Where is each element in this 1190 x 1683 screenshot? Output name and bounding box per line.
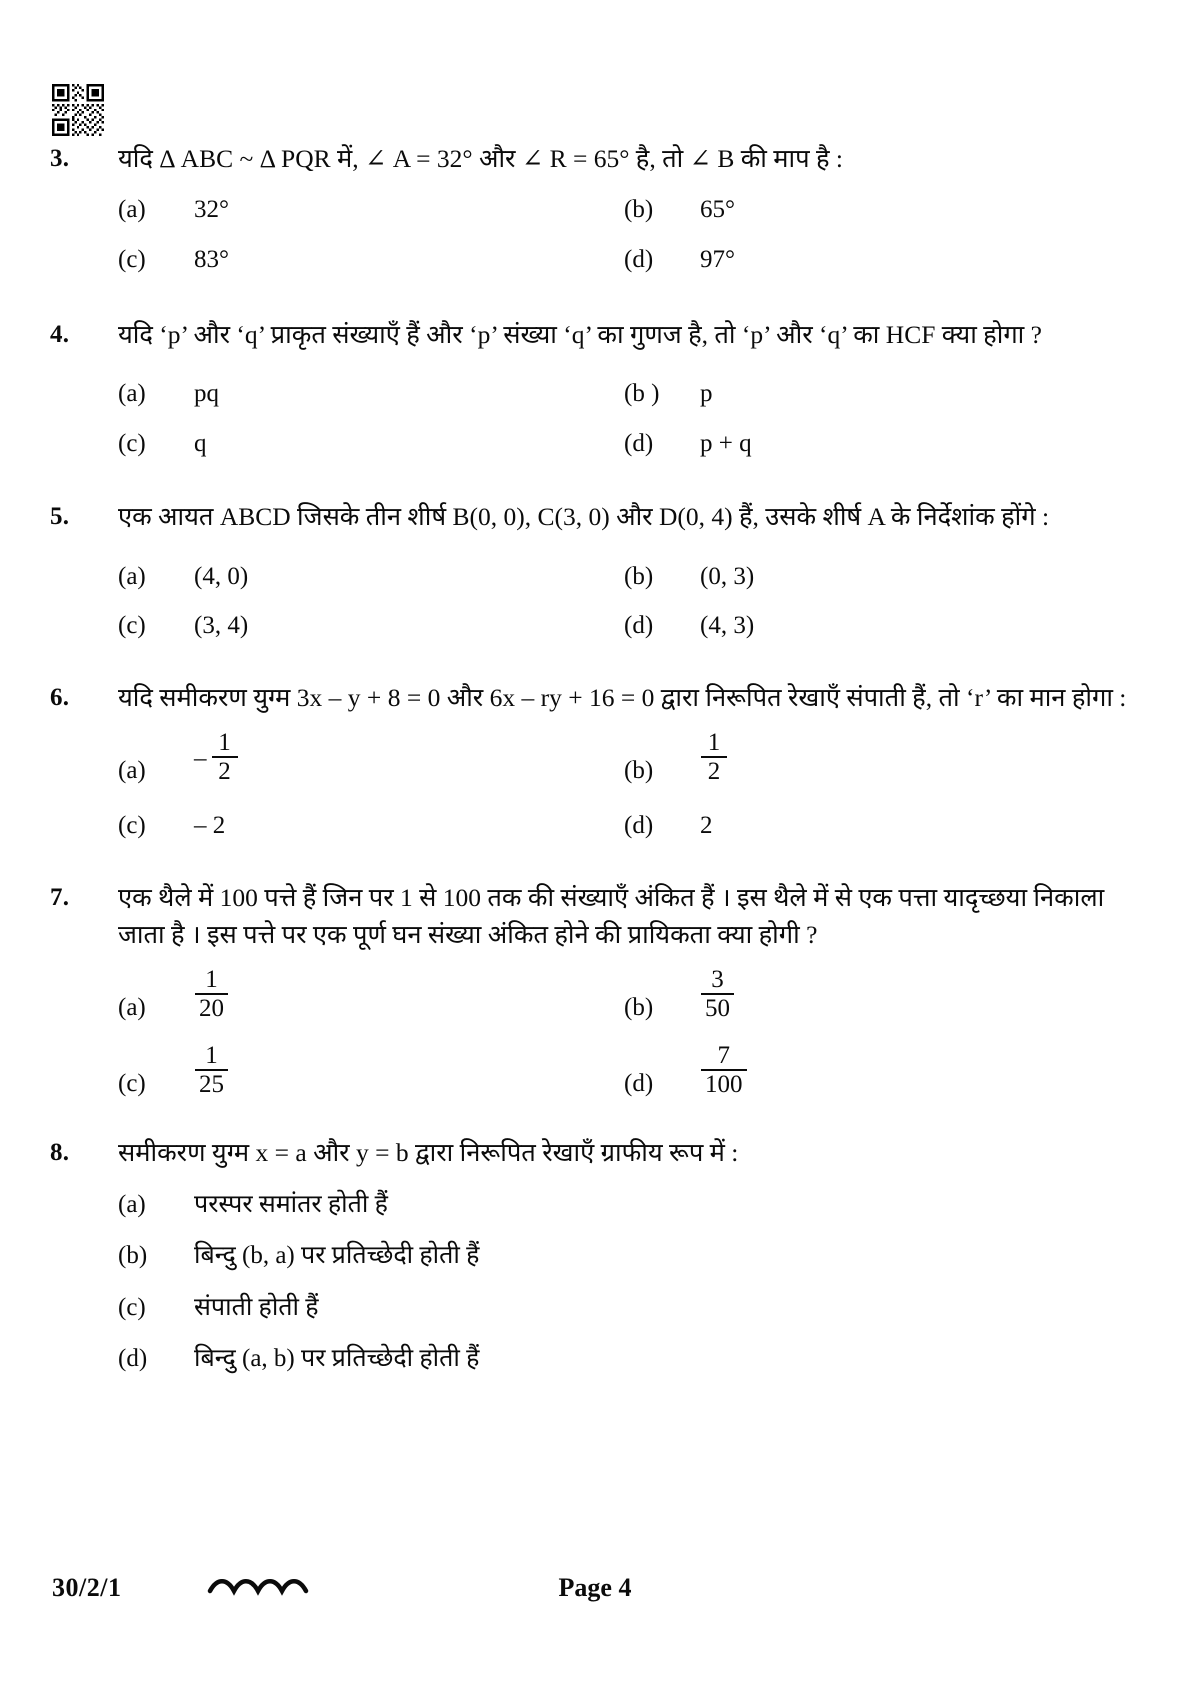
fraction <box>212 730 238 784</box>
option-value <box>700 728 728 786</box>
option-label: (b) <box>118 1242 148 1270</box>
minus-sign: – <box>194 745 207 773</box>
options <box>118 966 1130 1102</box>
option-value: q <box>194 429 207 457</box>
question-text: यदि ‘p’ और ‘q’ प्राकृत संख्याएँ हैं और ‘p’ संख्या ‘q’ का गुणज है, तो ‘p’ और ‘q’ का HCF क्या होगा ? <box>118 320 1042 350</box>
option-value: (3, 4) <box>194 612 249 640</box>
option-d[interactable] <box>624 425 1130 463</box>
option-d[interactable] <box>624 607 1130 645</box>
paper-code: 30/2/1 <box>52 1573 122 1602</box>
question-text: एक आयत ABCD जिसके तीन शीर्ष B(0, 0), C(3, 0) और D(0, 4) हैं, उसके शीर्ष A के निर्देशांक होंगे : <box>118 502 1050 532</box>
option-label: (b) <box>624 756 654 784</box>
option-value: (4, 3) <box>700 612 755 640</box>
fraction <box>701 967 734 1021</box>
option-label: (c) <box>118 612 146 640</box>
options <box>118 375 1130 462</box>
options <box>118 1186 1130 1378</box>
option-d[interactable] <box>624 807 1130 845</box>
fraction-denominator: 50 <box>705 995 730 1023</box>
option-value: (4, 0) <box>194 562 249 590</box>
option-c[interactable] <box>118 807 624 845</box>
question-5 <box>0 498 1190 644</box>
option-a[interactable] <box>118 728 624 790</box>
option-value: pq <box>194 380 219 408</box>
option-a[interactable] <box>118 558 624 596</box>
option-label: (c) <box>118 812 146 840</box>
option-label: (c) <box>118 429 146 457</box>
question-text: यदि Δ ABC ~ Δ PQR में, ∠ A = 32° और ∠ R = 65° है, तो ∠ B की माप है : <box>118 144 844 173</box>
page-footer <box>0 1565 1190 1611</box>
option-a[interactable] <box>118 1186 1130 1224</box>
option-b[interactable] <box>624 375 1130 413</box>
option-label: (a) <box>118 562 146 590</box>
option-label: (a) <box>118 196 146 224</box>
option-c[interactable] <box>118 1289 1130 1327</box>
option-label: (c) <box>118 245 146 273</box>
options <box>118 558 1130 645</box>
question-number: 5. <box>50 503 70 531</box>
option-b[interactable] <box>624 558 1130 596</box>
fraction-denominator: 2 <box>218 757 231 785</box>
options <box>118 191 1130 278</box>
option-a[interactable] <box>118 966 624 1027</box>
option-b[interactable] <box>624 728 1130 790</box>
option-label: (b) <box>624 562 654 590</box>
option-label: (a) <box>118 1190 146 1218</box>
option-c[interactable] <box>118 1041 624 1103</box>
option-d[interactable] <box>624 241 1130 279</box>
option-value <box>194 1041 229 1099</box>
fraction <box>701 730 727 784</box>
option-value <box>700 1041 748 1099</box>
question-6 <box>0 679 1190 845</box>
option-label: (b) <box>624 196 654 224</box>
option-b[interactable] <box>118 1237 1130 1275</box>
fraction-denominator: 2 <box>707 757 721 785</box>
fraction-numerator: 1 <box>205 966 218 994</box>
option-label: (b ) <box>624 380 660 408</box>
option-label: (a) <box>118 380 146 408</box>
option-label: (c) <box>118 1069 146 1097</box>
option-value <box>194 966 229 1023</box>
question-number: 6. <box>50 683 70 711</box>
option-value: 83° <box>194 245 229 273</box>
page-number: Page 4 <box>558 1573 632 1602</box>
option-label: (d) <box>624 245 654 273</box>
fraction-numerator: 7 <box>717 1041 730 1069</box>
question-number: 3. <box>50 145 70 172</box>
option-value <box>194 728 239 786</box>
option-value: संपाती होती हैं <box>194 1293 319 1321</box>
option-a[interactable] <box>118 191 624 229</box>
option-label: (a) <box>118 756 146 784</box>
option-value: 32° <box>194 196 229 224</box>
option-value: 97° <box>700 245 735 273</box>
fraction-denominator: 20 <box>199 995 224 1023</box>
option-value: परस्पर समांतर होती हैं <box>194 1190 388 1218</box>
question-7 <box>0 879 1190 1102</box>
question-text: यदि समीकरण युग्म 3x – y + 8 = 0 और 6x – ry + 16 = 0 द्वारा निरूपित रेखाएँ संपाती हैं, तो ‘r’ का मान होगा : <box>118 682 1127 712</box>
option-value: 65° <box>700 196 735 224</box>
question-4 <box>0 316 1190 462</box>
question-text: समीकरण युग्म x = a और y = b द्वारा निरूपित रेखाएँ ग्राफीय रूप में : <box>118 1138 739 1168</box>
option-d[interactable] <box>118 1340 1130 1378</box>
option-label: (a) <box>118 994 146 1022</box>
option-value: 2 <box>700 812 713 840</box>
fraction <box>195 967 228 1021</box>
option-b[interactable] <box>624 966 1130 1027</box>
option-label: (c) <box>118 1293 146 1321</box>
option-value: बिन्दु (b, a) पर प्रतिच्छेदी होती हैं <box>194 1242 480 1270</box>
questions-list <box>0 140 1190 1378</box>
question-number: 8. <box>50 1139 70 1167</box>
fraction-denominator: 100 <box>705 1070 743 1098</box>
option-label: (d) <box>624 612 654 640</box>
option-d[interactable] <box>624 1041 1130 1103</box>
option-label: (b) <box>624 994 654 1022</box>
option-c[interactable] <box>118 425 624 463</box>
option-b[interactable] <box>624 191 1130 229</box>
option-value: p <box>700 380 713 408</box>
option-label: (d) <box>118 1345 148 1373</box>
option-value: (0, 3) <box>700 562 755 590</box>
question-number: 4. <box>50 321 70 349</box>
option-c[interactable] <box>118 241 624 279</box>
option-label: (d) <box>624 812 654 840</box>
options <box>118 728 1130 845</box>
fraction <box>195 1043 228 1097</box>
option-value <box>700 966 735 1023</box>
option-label: (d) <box>624 429 654 457</box>
fraction-numerator: 1 <box>218 728 231 756</box>
fraction-numerator: 3 <box>711 966 724 994</box>
option-c[interactable] <box>118 607 624 645</box>
question-8 <box>0 1134 1190 1377</box>
option-value: – 2 <box>194 812 226 840</box>
option-value: बिन्दु (a, b) पर प्रतिच्छेदी होती हैं <box>194 1345 480 1373</box>
question-number: 7. <box>50 883 70 911</box>
option-label: (d) <box>624 1069 654 1097</box>
wave-mark-icon <box>207 1577 325 1599</box>
question-text: एक थैले में 100 पत्ते हैं जिन पर 1 से 100 तक की संख्याएँ अंकित हैं । इस थैले में से एक पत्ता यादृच्छया निकाला जाता है । इस पत्ते पर एक पूर्ण घन संख्या अंकित होने की प्रायिकता क्या होगी ? <box>118 882 1105 950</box>
fraction-denominator: 25 <box>199 1070 224 1098</box>
question-3 <box>0 140 1190 278</box>
qr-code-icon <box>52 84 104 136</box>
fraction-numerator: 1 <box>707 728 721 756</box>
option-value: p + q <box>700 429 752 457</box>
option-a[interactable] <box>118 375 624 413</box>
fraction-numerator: 1 <box>205 1041 218 1069</box>
fraction <box>701 1043 747 1097</box>
